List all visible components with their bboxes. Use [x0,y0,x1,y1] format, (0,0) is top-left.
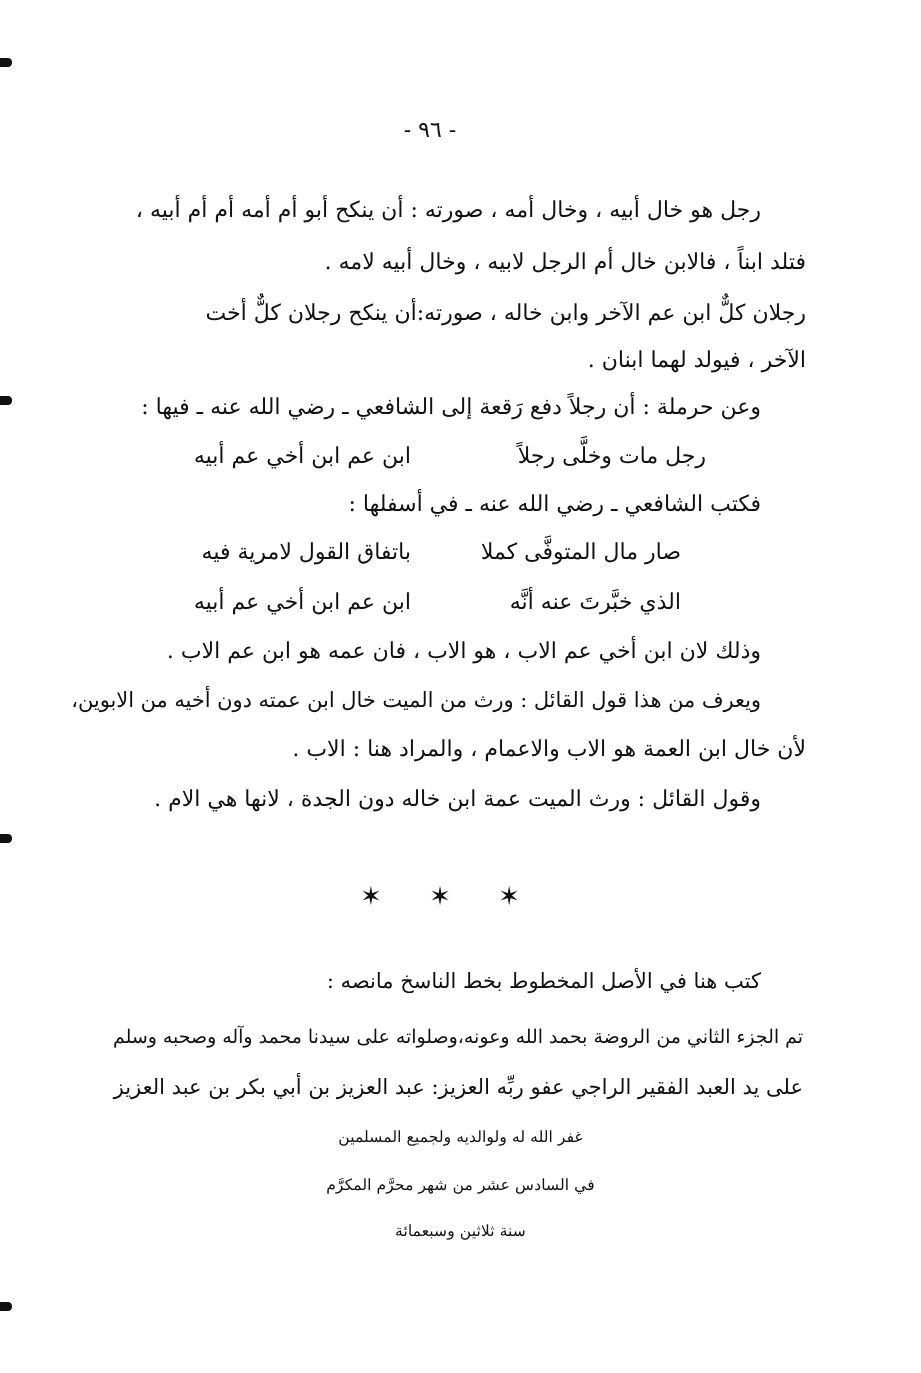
verse-second-hemistich: باتفاق القول لامرية فيه [201,540,411,565]
colophon-line: غفر الله له ولوالديه ولجميع المسلمين [338,1127,583,1146]
star-icon: ✶ [429,882,451,912]
verse-first-hemistich: رجل مات وخلَّى رجلاً [517,444,706,469]
star-icon: ✶ [498,882,520,912]
text-line: رجل هو خال أبيه ، وخال أمه ، صورته : أن ينكح أبو أم أمه أم أم أبيه ، [135,198,761,223]
verse-second-hemistich: ابن عم ابن أخي عم أبيه [193,444,411,469]
scan-edge-mark [0,834,12,843]
text-line: لأن خال ابن العمة هو الاب والاعمام ، والمراد هنا : الاب . [292,737,806,762]
page-number: - ٩٦ - [403,118,457,143]
section-divider-stars [360,882,520,912]
text-line: وذلك لان ابن أخي عم الاب ، هو الاب ، فان عمه هو ابن عم الاب . [166,639,761,664]
verse-first-hemistich: صار مال المتوفَّى كملا [480,540,681,565]
text-line: فتلد ابناً ، فالابن خال أم الرجل لابيه ، وخال أبيه لامه . [324,250,806,275]
colophon-intro: كتب هنا في الأصل المخطوط بخط الناسخ مانصه : [326,969,761,993]
verse-second-hemistich: ابن عم ابن أخي عم أبيه [193,590,411,615]
text-line: الآخر ، فيولد لهما ابنان . [587,348,806,373]
verse-first-hemistich: الذي خبَّرتَ عنه أنَّه [509,590,681,615]
scan-edge-mark [0,396,12,405]
colophon-line: تم الجزء الثاني من الروضة بحمد الله وعونه،وصلواته على سيدنا محمد وآله وصحبه وسلم [113,1026,803,1048]
scan-edge-mark [0,58,12,67]
text-line: وقول القائل : ورث الميت عمة ابن خاله دون الجدة ، لانها هي الام . [154,787,761,812]
star-icon: ✶ [360,882,382,912]
text-line: رجلان كلٌّ ابن عم الآخر وابن خاله ، صورته:أن ينكح رجلان كلٌّ أخت [205,301,806,326]
colophon-line: في السادس عشر من شهر محرَّم المكرَّم [326,1175,595,1194]
colophon-line: سنة ثلاثين وسبعمائة [395,1221,526,1240]
text-line: وعن حرملة : أن رجلاً دفع رَقعة إلى الشافعي ـ رضي الله عنه ـ فيها : [141,395,761,420]
scan-edge-mark [0,1302,12,1311]
text-line: فكتب الشافعي ـ رضي الله عنه ـ في أسفلها : [348,492,761,517]
colophon-line: على يد العبد الفقير الراجي عفو ربِّه العزيز: عبد العزيز بن أبي بكر بن عبد العزيز [113,1075,803,1099]
text-line: ويعرف من هذا قول القائل : ورث من الميت خال ابن عمته دون أخيه من الابوين، [71,688,761,712]
